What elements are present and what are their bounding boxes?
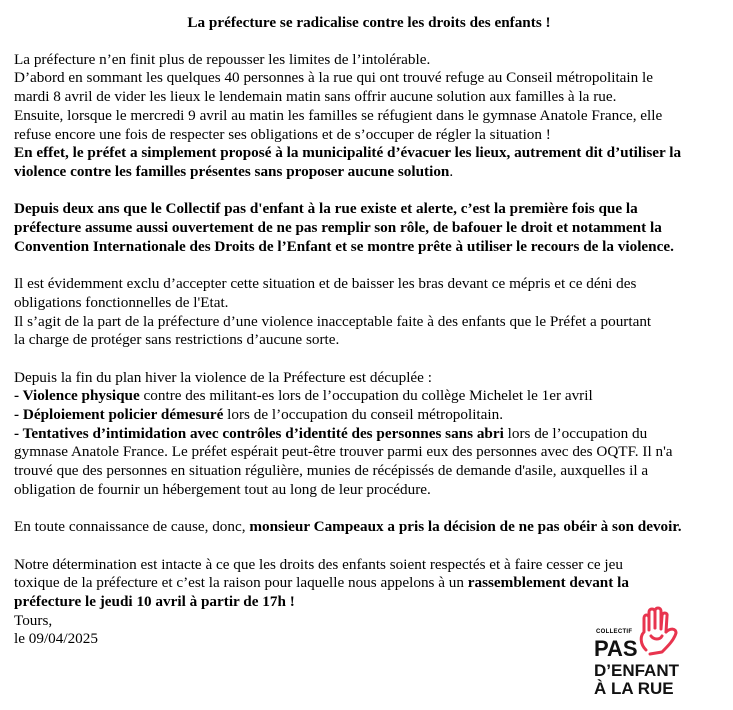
signoff-place: Tours,: [14, 611, 53, 629]
text-line: mardi 8 avril de vider les lieux le lendemain matin sans offrir aucune solution aux familles à la rue.: [14, 88, 617, 106]
bold-line: violence contre les familles présentes sans proposer aucune solution: [14, 162, 450, 180]
text-line: La préfecture n’en finit plus de repousser les limites de l’intolérable.: [14, 50, 431, 68]
logo-small-text: COLLECTIF: [596, 629, 633, 635]
bold-text: rassemblement devant la: [467, 574, 629, 592]
list-dash: -: [14, 406, 23, 424]
paragraph-2: [14, 200, 724, 256]
logo-line-3: À LA RUE: [594, 679, 674, 698]
paragraph-3: [14, 275, 724, 350]
text-line: Depuis la fin du plan hiver la violence de la Préfecture est décuplée :: [14, 368, 432, 386]
collectif-logo: [592, 606, 688, 702]
logo-line-2: D’ENFANT: [594, 661, 679, 680]
list-item-text: contre des militant-es lors de l’occupation du collège Michelet le 1er avril: [139, 387, 593, 405]
list-dash: -: [14, 424, 23, 442]
document: [14, 14, 724, 649]
list-item-text: lors de l’occupation du: [503, 424, 648, 442]
paragraph-1: [14, 51, 724, 182]
text-line: la charge de protéger sans restrictions d’aucune sorte.: [14, 331, 340, 349]
text-line: trouvé que des personnes en situation régulière, munies de récépissés de demande d'asile, auxquelles il a: [14, 462, 649, 480]
list-item-bold: Violence physique: [22, 387, 140, 405]
signoff-date: le 09/04/2025: [14, 630, 98, 648]
bold-text: monsieur Campeaux a pris la décision de ne pas obéir à son devoir.: [249, 518, 682, 536]
list-item: [14, 406, 503, 423]
text-line: Ensuite, lorsque le mercredi 9 avril au matin les familles se réfugient dans le gymnase Anatole France, elle: [14, 106, 663, 124]
text-line: gymnase Anatole France. Le préfet espérait peut-être trouver parmi eux des personnes avec des OQTF. Il n'a: [14, 443, 673, 461]
list-item-bold: Déploiement policier démesuré: [22, 406, 224, 424]
bold-line: Convention Internationale des Droits de l’Enfant et se montre prête à utiliser le recours de la violence.: [14, 237, 674, 255]
paragraph-5: [14, 518, 724, 537]
text-line: Il s’agit de la part de la préfecture d’une violence inacceptable faite à des enfants que le Préfet a pourtant: [14, 312, 652, 330]
bold-line: préfecture le jeudi 10 avril à partir de 17h !: [14, 593, 295, 611]
list-item: [14, 425, 647, 442]
period: .: [449, 162, 454, 180]
list-item-text: lors de l’occupation du conseil métropolitain.: [223, 406, 503, 424]
bold-line: préfecture assume aussi ouvertement de ne pas remplir son rôle, de bafouer le droit et notamment la: [14, 219, 662, 237]
text-line: refuse encore une fois de respecter ses obligations et de s’occuper de régler la situation !: [14, 125, 551, 143]
text-line: obligation de fournir un hébergement tout au long de leur procédure.: [14, 480, 431, 498]
document-title: La préfecture se radicalise contre les droits des enfants !: [187, 14, 551, 31]
text-line: Notre détermination est intacte à ce que les droits des enfants soient respectés et à faire cesser ce jeu: [14, 555, 623, 573]
hand-icon: [636, 606, 682, 658]
list-item: [14, 387, 593, 404]
text-line: toxique de la préfecture et c’est la raison pour laquelle nous appelons à un: [14, 574, 468, 592]
logo-line-1: PAS: [594, 636, 638, 661]
list-dash: -: [14, 387, 23, 405]
text-line: En toute connaissance de cause, donc,: [14, 518, 250, 536]
text-line: D’abord en sommant les quelques 40 personnes à la rue qui ont trouvé refuge au Conseil métropolitain le: [14, 69, 653, 87]
bold-line: Depuis deux ans que le Collectif pas d'enfant à la rue existe et alerte, c’est la première fois que la: [14, 200, 638, 218]
paragraph-4: [14, 369, 724, 500]
list-item-bold: Tentatives d’intimidation avec contrôles d’identité des personnes sans abri: [22, 424, 504, 442]
text-line: Il est évidemment exclu d’accepter cette situation et de baisser les bras devant ce mépris et ce déni des: [14, 275, 637, 293]
text-line: obligations fonctionnelles de l'Etat.: [14, 293, 229, 311]
bold-line: En effet, le préfet a simplement proposé à la municipalité d’évacuer les lieux, autrement dit d’utiliser la: [14, 144, 682, 162]
